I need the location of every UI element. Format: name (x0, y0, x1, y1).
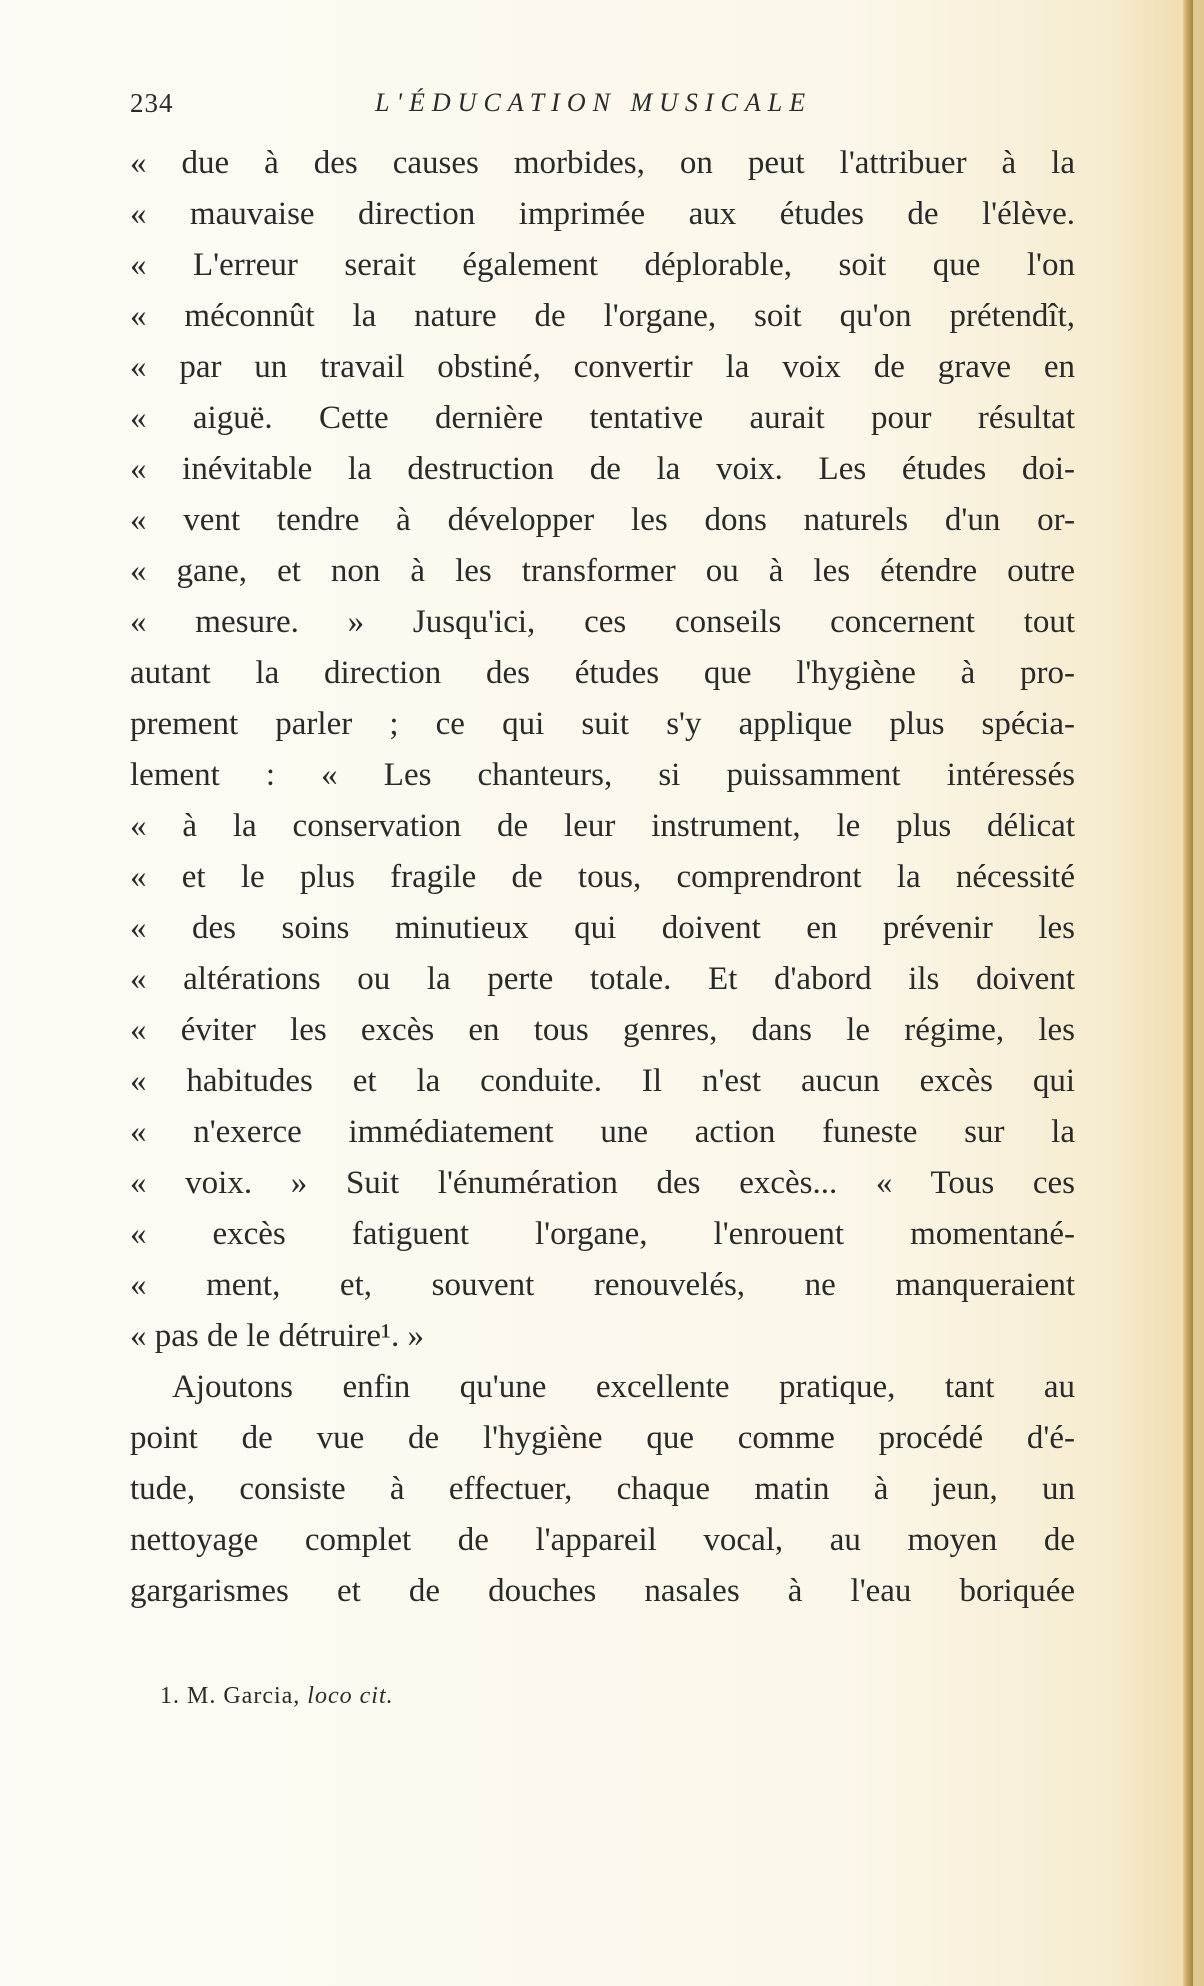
text-line: « à la conservation de leur instrument, le plus délicat (130, 808, 1075, 844)
text-line: gargarismes et de douches nasales à l'eau boriquée (130, 1573, 1075, 1609)
footnote (160, 1683, 394, 1710)
running-head (130, 88, 1080, 128)
text-line: « éviter les excès en tous genres, dans le régime, les (130, 1012, 1075, 1048)
text-line: « par un travail obstiné, convertir la voix de grave en (130, 349, 1075, 385)
footnote-marker: 1. (160, 1683, 180, 1709)
text-line: « gane, et non à les transformer ou à les étendre outre (130, 553, 1075, 589)
text-line: point de vue de l'hygiène que comme procédé d'é- (130, 1420, 1075, 1456)
text-line: « méconnût la nature de l'organe, soit qu'on prétendît, (130, 298, 1075, 334)
body-text (130, 138, 1075, 1617)
text-line: nettoyage complet de l'appareil vocal, au moyen de (130, 1522, 1075, 1558)
page-edge (1193, 0, 1204, 1986)
footnote-reference: loco cit. (307, 1683, 394, 1709)
running-title: L'ÉDUCATION MUSICALE (375, 88, 813, 117)
text-line: « et le plus fragile de tous, comprendront la nécessité (130, 859, 1075, 895)
footnote-author: M. Garcia, (187, 1683, 301, 1709)
text-line: « due à des causes morbides, on peut l'attribuer à la (130, 145, 1075, 181)
text-line: « pas de le détruire¹. » (130, 1318, 424, 1354)
text-line: prement parler ; ce qui suit s'y applique plus spécia- (130, 706, 1075, 742)
page-number: 234 (130, 88, 174, 118)
text-line: « mesure. » Jusqu'ici, ces conseils concernent tout (130, 604, 1075, 640)
text-line: « des soins minutieux qui doivent en prévenir les (130, 910, 1075, 946)
text-line: « inévitable la destruction de la voix. Les études doi- (130, 451, 1075, 487)
paragraph-start-line: Ajoutons enfin qu'une excellente pratique, tant au (172, 1369, 1075, 1405)
text-line: tude, consiste à effectuer, chaque matin à jeun, un (130, 1471, 1075, 1507)
text-line: « n'exerce immédiatement une action funeste sur la (130, 1114, 1075, 1150)
text-line: « excès fatiguent l'organe, l'enrouent momentané- (130, 1216, 1075, 1252)
text-line: « voix. » Suit l'énumération des excès... « Tous ces (130, 1165, 1075, 1201)
text-line: lement : « Les chanteurs, si puissamment intéressés (130, 757, 1075, 793)
text-line: « L'erreur serait également déplorable, soit que l'on (130, 247, 1075, 283)
text-line: « vent tendre à développer les dons naturels d'un or- (130, 502, 1075, 538)
text-line: « aiguë. Cette dernière tentative aurait pour résultat (130, 400, 1075, 436)
text-line: « altérations ou la perte totale. Et d'abord ils doivent (130, 961, 1075, 997)
text-line: « habitudes et la conduite. Il n'est aucun excès qui (130, 1063, 1075, 1099)
text-line: « ment, et, souvent renouvelés, ne manqueraient (130, 1267, 1075, 1303)
text-line: « mauvaise direction imprimée aux études de l'élève. (130, 196, 1075, 232)
page-edge-shadow (1183, 0, 1193, 1986)
text-line: autant la direction des études que l'hygiène à pro- (130, 655, 1075, 691)
